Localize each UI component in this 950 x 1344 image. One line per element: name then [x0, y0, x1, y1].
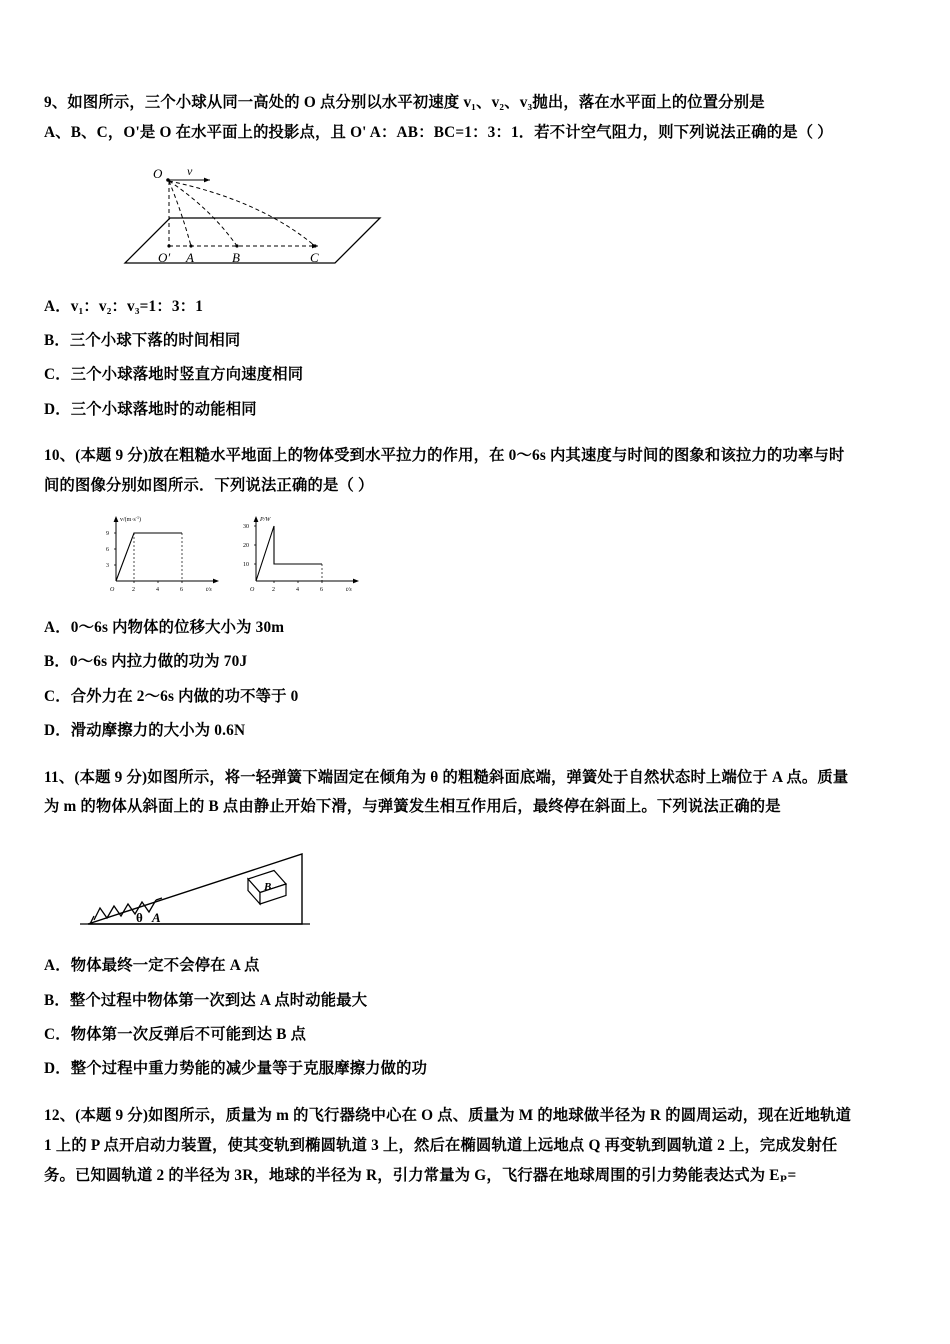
option-a: A．0～6s 内物体的位移大小为 30m [44, 618, 285, 636]
svg-text:C: C [310, 249, 319, 265]
svg-text:v: v [187, 163, 193, 178]
vt-pt-graph-figure [44, 511, 902, 599]
question-10 [44, 441, 902, 748]
svg-text:6: 6 [106, 546, 109, 553]
svg-text:3: 3 [106, 562, 109, 569]
question-12-line-1: 12、(本题 9 分)如图所示，质量为 m 的飞行器绕中心在 O 点、质量为 M 的地球做半径为 R 的圆周运动，现在近地轨道 [44, 1106, 852, 1124]
svg-text:20: 20 [243, 542, 249, 549]
option-d: D．滑动摩擦力的大小为 0.6N [44, 722, 246, 740]
svg-text:B: B [232, 249, 240, 265]
option-c: C．物体第一次反弹后不可能到达 B 点 [44, 1026, 307, 1044]
question-10-options [44, 611, 902, 749]
projectile-figure [44, 158, 902, 278]
svg-text:v/(m·s-1): $v/(m\cdot s^{-1})$ [120, 514, 142, 523]
svg-text:6: 6 [180, 586, 183, 593]
svg-text:B: B [264, 881, 272, 894]
svg-text:10: 10 [243, 561, 249, 568]
option-b: B．0～6s 内拉力做的功为 70J [44, 653, 248, 671]
svg-text:4: 4 [156, 586, 159, 593]
vt-pt-graph-svg [94, 511, 394, 599]
svg-text:9: 9 [106, 530, 109, 537]
question-9 [44, 88, 902, 427]
question-10-line-2: 间的图像分别如图所示．下列说法正确的是（ ） [44, 477, 374, 495]
svg-text:t/s: t/s [206, 586, 212, 593]
svg-text:4: 4 [296, 586, 299, 593]
svg-text:O: O [110, 586, 115, 593]
svg-text:O′: O′ [158, 249, 171, 265]
option-d: D．整个过程中重力势能的减少量等于克服摩擦力做的功 [44, 1060, 428, 1078]
option-a: A．v₁：v₂：v₃=1：3：1 [44, 297, 204, 315]
question-12-line-2: 1 上的 P 点开启动力装置，使其变轨到椭圆轨道 3 上，然后在椭圆轨道上远地点 Q 再变轨到圆轨道 2 上，完成发射任 [44, 1136, 838, 1154]
question-11-options [44, 949, 902, 1087]
svg-text:P/W: P/W [260, 516, 271, 523]
question-9-line-1: 9、如图所示，三个小球从同一高处的 O 点分别以水平初速度 v₁、v₂、v₃抛出，落在水平面上的位置分别是 [44, 94, 765, 111]
projectile-figure-svg [70, 158, 390, 278]
option-c: C．三个小球落地时竖直方向速度相同 [44, 366, 304, 384]
question-10-line-1: 10、(本题 9 分)放在粗糙水平地面上的物体受到水平拉力的作用，在 0～6s 内其速度与时间的图象和该拉力的功率与时 [44, 447, 845, 465]
option-b: B．整个过程中物体第一次到达 A 点时动能最大 [44, 991, 368, 1009]
question-12-line-3: 务。已知圆轨道 2 的半径为 3R，地球的半径为 R，引力常量为 G，飞行器在地球周围的引力势能表达式为 Eₚ= [44, 1166, 797, 1184]
svg-text:t/s: t/s [346, 586, 352, 593]
svg-text:6: 6 [320, 586, 323, 593]
svg-text:O: O [250, 586, 255, 593]
question-9-options [44, 290, 902, 428]
question-9-line-2: A、B、C，O'是 O 在水平面上的投影点，且 O' A：AB：BC=1：3：1．若不计空气阻力，则下列说法正确的是（ ） [44, 123, 833, 141]
question-11-line-2: 为 m 的物体从斜面上的 B 点由静止开始下滑，与弹簧发生相互作用后，最终停在斜面上。下列说法正确的是 [44, 798, 781, 816]
svg-text:2: 2 [132, 586, 135, 593]
question-11-line-1: 11、(本题 9 分)如图所示，将一轻弹簧下端固定在倾角为 θ 的粗糙斜面底端，弹簧处于自然状态时上端位于 A 点。质量 [44, 768, 849, 786]
option-d: D．三个小球落地时的动能相同 [44, 400, 257, 418]
incline-spring-svg [70, 832, 350, 937]
option-c: C．合外力在 2～6s 内做的功不等于 0 [44, 687, 299, 705]
option-b: B．三个小球下落的时间相同 [44, 332, 241, 350]
incline-spring-figure [44, 832, 902, 937]
question-11 [44, 763, 902, 1087]
option-a: A．物体最终一定不会停在 A 点 [44, 957, 260, 975]
svg-text:30: 30 [243, 523, 249, 530]
svg-text:2: 2 [272, 586, 275, 593]
svg-text:A: A [152, 910, 161, 926]
question-12 [44, 1101, 902, 1190]
svg-text:O: O [153, 165, 163, 181]
svg-text:θ: θ [136, 910, 143, 926]
svg-text:A: A [186, 249, 194, 265]
